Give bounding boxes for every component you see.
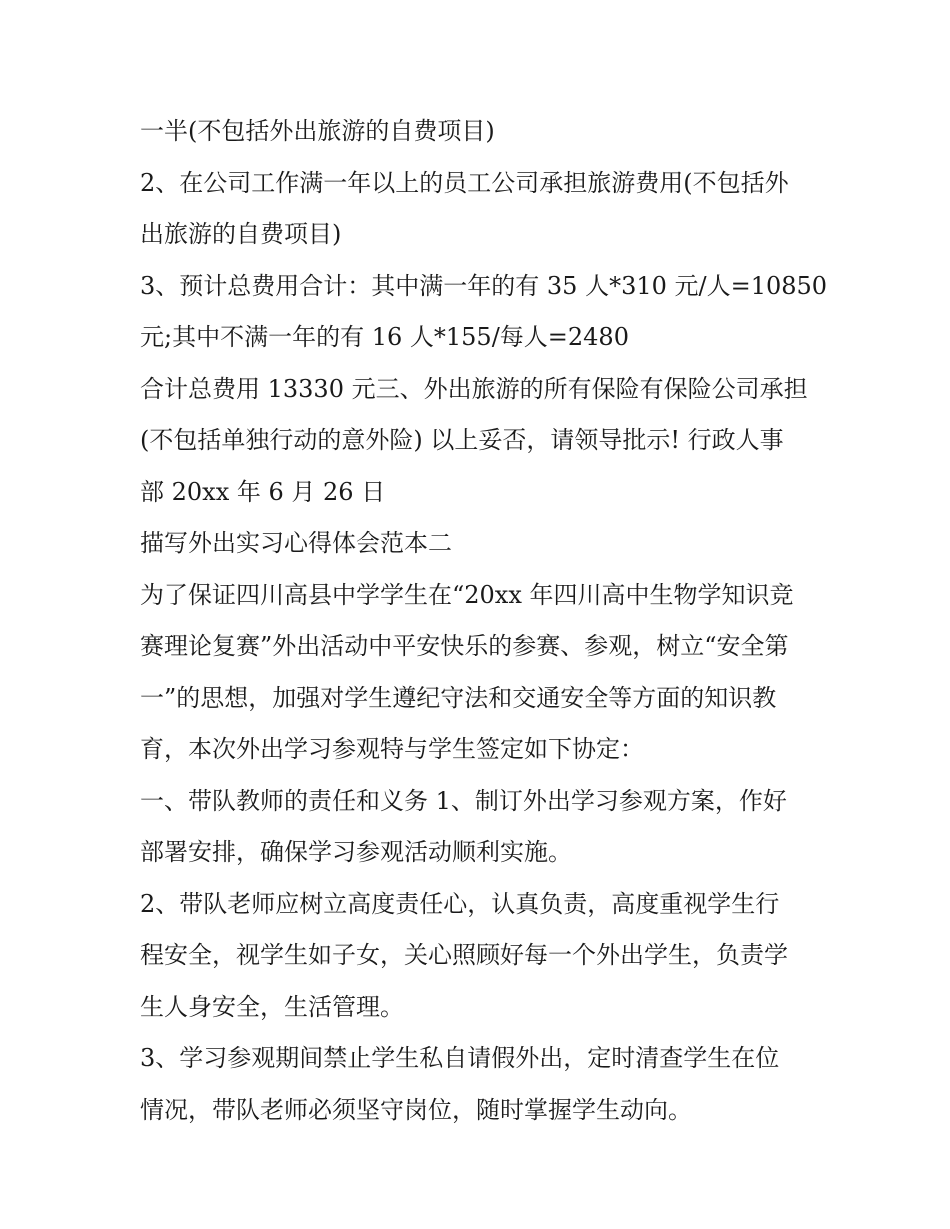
text-line: 部 20xx 年 6 月 26 日 (140, 477, 386, 506)
section-heading: 描写外出实习心得体会范本二 (140, 529, 452, 557)
text-line: 情况，带队老师必须坚守岗位，随时掌握学生动向。 (140, 1095, 692, 1124)
text-line: 育，本次外出学习参观特与学生签定如下协定： (140, 735, 644, 763)
text-line: 部署安排，确保学习参观活动顺利实施。 (140, 838, 572, 866)
text-line: (不包括单独行动的意外险) 以上妥否，请领导批示! 行政人事 (140, 426, 784, 454)
text-line: 2、带队老师应树立高度责任心，认真负责，高度重视学生行 (140, 889, 780, 918)
text-line: 元;其中不满一年的有 16 人*155/每人=2480 (140, 323, 629, 351)
text-line: 一半(不包括外出旅游的自费项目) (140, 117, 495, 145)
text-line: 一”的思想，加强对学生遵纪守法和交通安全等方面的知识教 (140, 683, 777, 712)
text-line: 为了保证四川高县中学学生在“20xx 年四川高中生物学知识竞 (140, 580, 794, 609)
text-line: 一、带队教师的责任和义务 1、制订外出学习参观方案，作好 (140, 786, 787, 815)
text-line: 赛理论复赛”外出活动中平安快乐的参赛、参观，树立“安全第 (140, 632, 789, 660)
text-line: 3、学习参观期间禁止学生私自请假外出，定时清查学生在位 (140, 1044, 780, 1072)
text-line: 2、在公司工作满一年以上的员工公司承担旅游费用(不包括外 (140, 168, 789, 197)
text-line: 程安全，视学生如子女，关心照顾好每一个外出学生，负责学 (140, 941, 788, 969)
text-line: 合计总费用 13330 元三、外出旅游的所有保险有保险公司承担 (140, 374, 808, 403)
text-line: 3、预计总费用合计：其中满一年的有 35 人*310 元/人=10850 (140, 271, 828, 300)
text-line: 生人身安全，生活管理。 (140, 992, 404, 1021)
text-line: 出旅游的自费项目) (140, 220, 342, 248)
document-body (140, 106, 828, 1136)
